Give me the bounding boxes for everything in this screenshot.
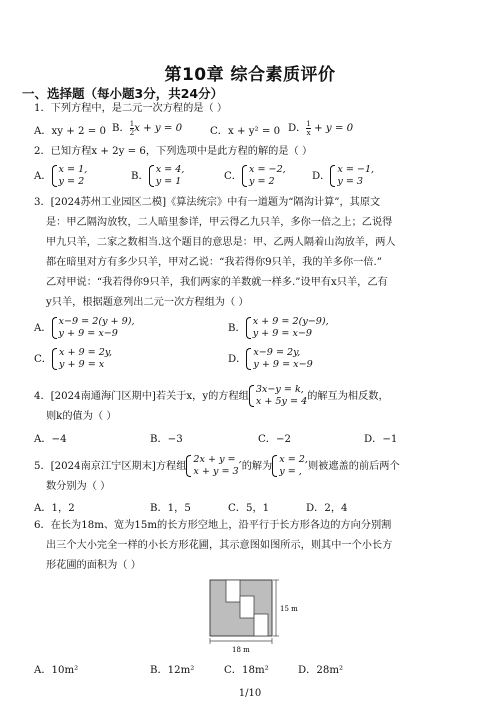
q1-option-c: C．x + y² = 0 (210, 126, 281, 137)
q4-stem: 4．[2024南通海门区期中]若关于x，y的方程组 3x−y = k, x + 5y = 4 的解互为相反数， (34, 384, 389, 407)
q2-stem: 2．已知方程x + 2y = 6，下列选项中是此方程的解的是（ ） (34, 146, 313, 157)
q6-option-a: A．10m² (34, 665, 79, 676)
q1-option-d-tail: + y = 0 (310, 123, 354, 134)
q3-line-2: 是：甲乙隔沟放牧，二人暗里参详，甲云得乙九只羊，多你一倍之上；乙说得 (46, 217, 393, 228)
q6-line-2: 出三个大小完全一样的小长方形花圃，其示意图如图所示，则其中一个小长方 (46, 540, 393, 551)
section-heading: 一、选择题（每小题3分，共24分） (22, 86, 224, 101)
q1-option-b-tail: x + y = 0 (134, 123, 183, 134)
page-number: 1/10 (238, 688, 262, 699)
page-title: 第10章 综合素质评价 (164, 65, 336, 85)
q3-option-b: B． x + 9 = 2(y−9), y + 9 = x−9 (228, 316, 329, 339)
q1-option-a: A．xy + 2 = 0 (34, 126, 107, 137)
q1-option-b-fraction: $\frac{1}{2}$ (129, 119, 135, 137)
q5-stem: 5．[2024南京江宁区期末]方程组 2x + y = , x + y = 3 的解为 x = 2, y = , 则被遮盖的前后两个 (34, 454, 400, 477)
q3-line-4: 都在暗里对方有多少只羊，甲对乙说：“我若得你9只羊，我的羊多你一倍.” (46, 257, 382, 268)
height-label: 15 m (280, 605, 298, 613)
q4-option-a: A．−4 (34, 434, 67, 445)
q3-line-6: y只羊，根据题意列出二元一次方程组为（ ） (46, 297, 249, 308)
q2-option-b: B． x = 4, y = 1 (131, 164, 185, 187)
q5-stem-cont: 数分别为（ ） (46, 481, 111, 492)
q4-stem-cont: 则k的值为（ ） (46, 411, 117, 422)
q5-option-c: C．5，1 (228, 503, 270, 514)
q4-option-c: C．−2 (258, 434, 291, 445)
q3-option-a: A． x−9 = 2(y + 9), y + 9 = x−9 (34, 316, 135, 339)
q5-option-d: D．2，4 (306, 503, 348, 514)
q4-option-b: B．−3 (150, 434, 183, 445)
width-label: 18 m (232, 646, 250, 654)
q1-option-b-label: B． (112, 123, 130, 134)
garden-figure (202, 578, 332, 660)
q3-option-c: C． x + 9 = 2y, y + 9 = x (34, 347, 113, 370)
q3-line-1: 3．[2024苏州工业园区二模]《算法统宗》中有一道题为“隔沟计算”，其原文 (34, 197, 381, 208)
q2-option-c: C． x = −2, y = 2 (224, 164, 286, 187)
q1-stem: 1．下列方程中，是二元一次方程的是（ ） (34, 103, 228, 114)
garden-2 (240, 596, 254, 618)
q2-option-a: A． x = 1, y = 2 (34, 164, 88, 187)
q4-option-d: D．−1 (364, 434, 398, 445)
q5-option-a: A．1，2 (34, 503, 75, 514)
garden-3 (254, 614, 268, 636)
q3-line-3: 甲九只羊，二家之数相当.这个题目的意思是：甲、乙两人隔着山沟放羊，两人 (46, 237, 396, 248)
q6-option-b: B．12m² (150, 665, 195, 676)
q3-line-5: 乙对甲说：“我若得你9只羊，我们两家的羊数就一样多.”设甲有x只羊，乙有 (46, 277, 388, 288)
garden-1 (226, 580, 240, 602)
q6-option-c: C．18m² (224, 665, 269, 676)
q2-option-d: D． x = −1, y = 3 (312, 164, 375, 187)
q6-option-d: D．28m² (298, 665, 344, 676)
q3-option-d: D． x−9 = 2y, y + 9 = x−9 (228, 347, 313, 370)
q1-option-d-label: D． (288, 123, 307, 134)
q1-option-b (112, 119, 182, 137)
q6-line-3: 形花圃的面积为（ ） (46, 560, 141, 571)
q1-option-d (288, 119, 353, 137)
q5-option-b: B．1，5 (150, 503, 191, 514)
q6-line-1: 6．在长为18m、宽为15m的长方形空地上，沿平行于长方形各边的方向分别割 (34, 520, 392, 531)
q1-option-d-fraction: $\frac{1}{x}$ (306, 119, 311, 137)
